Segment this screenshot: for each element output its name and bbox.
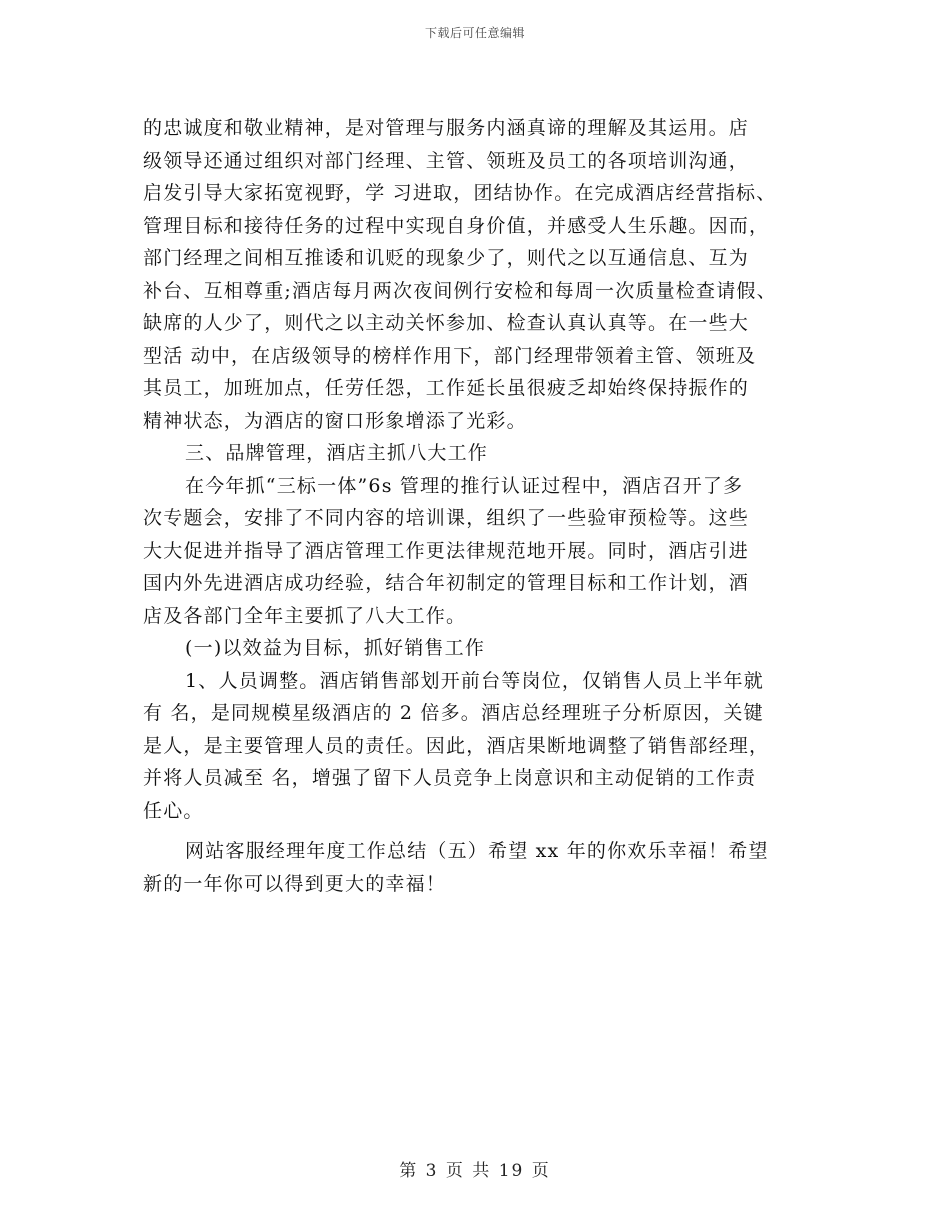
- text-line: 级领导还通过组织对部门经理、主管、领班及员工的各项培训沟通，: [143, 149, 750, 172]
- text-line: 部门经理之间相互推诿和讥贬的现象少了，则代之以互通信息、互为: [143, 247, 750, 269]
- text-line: 1、人员调整。酒店销售部划开前台等岗位，仅销售人员上半年就: [185, 669, 764, 692]
- text-line: 补台、互相尊重;酒店每月两次夜间例行安检和每周一次质量检查请假、: [143, 279, 777, 302]
- main-paragraphs: [143, 112, 823, 827]
- closing-paragraph: [143, 835, 823, 900]
- text-line: 三、品牌管理，酒店主抓八大工作: [185, 442, 489, 464]
- text-line: 网站客服经理年度工作总结（五）希望 xx 年的你欢乐幸福！希望: [185, 840, 769, 862]
- text-line: 次专题会，安排了不同内容的培训课，组织了一些验审预检等。这些: [143, 507, 750, 529]
- text-line: 在今年抓“三标一体”6s 管理的推行认证过程中，酒店召开了多: [185, 474, 744, 497]
- text-line: 新的一年你可以得到更大的幸福！: [143, 872, 447, 895]
- page-footer: 第 3 页 共 19 页: [399, 1161, 551, 1181]
- text-line: 店及各部门全年主要抓了八大工作。: [143, 604, 467, 627]
- text-line: 管理目标和接待任务的过程中实现自身价值，并感受人生乐趣。因而，: [143, 214, 770, 237]
- text-line: 任心。: [143, 799, 204, 822]
- text-line: 大大促进并指导了酒店管理工作更法律规范地开展。同时，酒店引进: [143, 539, 750, 562]
- text-line: 并将人员减至 名，增强了留下人员竞争上岗意识和主动促销的工作责: [143, 767, 757, 789]
- text-line: 精神状态，为酒店的窗口形象增添了光彩。: [143, 409, 527, 432]
- text-line: (一)以效益为目标，抓好销售工作: [185, 637, 486, 659]
- page-header: 下载后可任意编辑: [424, 26, 525, 40]
- text-line: 其员工，加班加点，任劳任怨，工作延长虽很疲乏却始终保持振作的: [143, 377, 750, 399]
- text-line: 的忠诚度和敬业精神，是对管理与服务内涵真谛的理解及其运用。店: [143, 117, 750, 139]
- text-line: 国内外先进酒店成功经验，结合年初制定的管理目标和工作计划，酒: [143, 572, 750, 594]
- text-line: 缺席的人少了，则代之以主动关怀参加、检查认真认真等。在一些大: [143, 312, 750, 334]
- text-line: 型活 动中，在店级领导的榜样作用下，部门经理带领着主管、领班及: [143, 344, 757, 367]
- text-line: 启发引导大家拓宽视野，学 习进取，团结协作。在完成酒店经营指标、: [143, 182, 777, 204]
- document-body: [143, 112, 823, 900]
- text-line: 是人，是主要管理人员的责任。因此，酒店果断地调整了销售部经理，: [143, 734, 770, 757]
- paragraph-gap: [143, 827, 823, 835]
- text-line: 有 名，是同规模星级酒店的 2 倍多。酒店总经理班子分析原因，关键: [143, 702, 764, 724]
